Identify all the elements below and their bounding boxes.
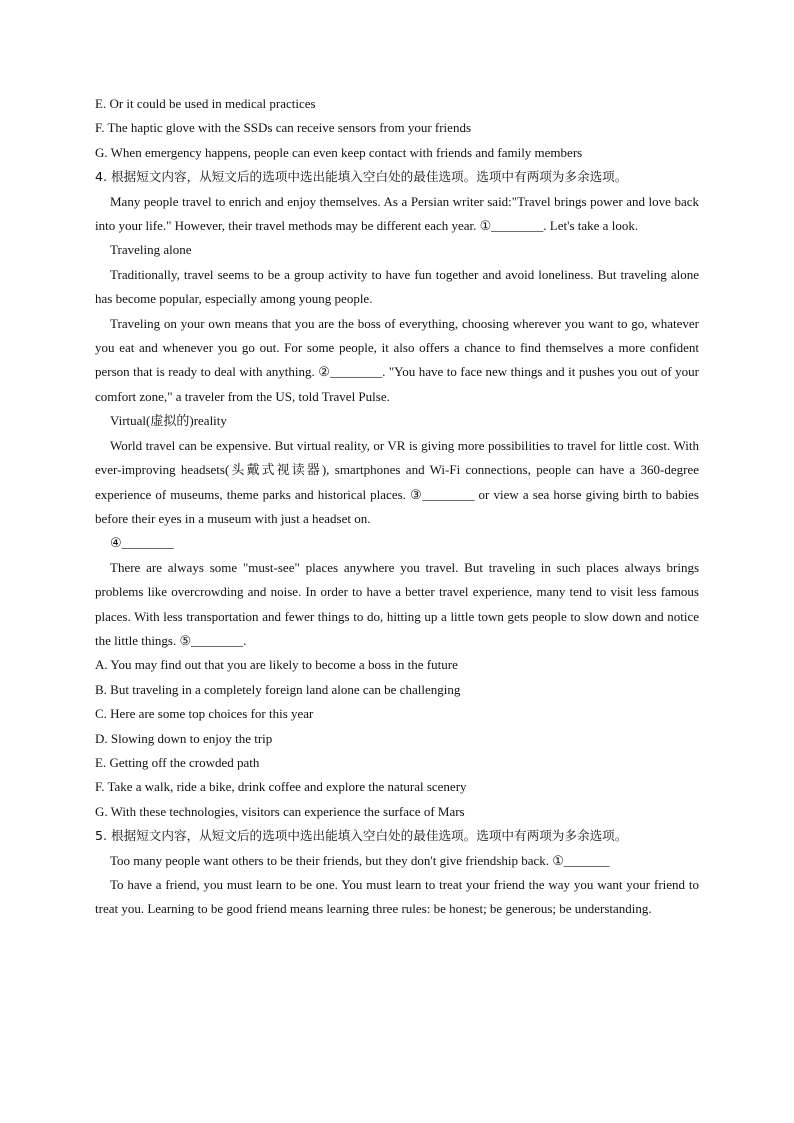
q4-paragraph-5: There are always some "must-see" places anywhere you travel. But traveling in such places always brings problems like overcrowding and noise. In order to have a better travel experience, many tend to visit less famous places. With less transportation and fewer things to do, hitting up a little town gets people to slow down and notice the little things. ⑤________. bbox=[95, 559, 699, 648]
q4-section-title-1: Traveling alone bbox=[110, 242, 192, 258]
question-5-heading: 5. 根据短文内容，从短文后的选项中选出能填入空白处的最佳选项。选项中有两项为多余选项。 bbox=[95, 828, 628, 844]
q4-section-title-2: Virtual(虚拟的)reality bbox=[110, 413, 227, 429]
q4-paragraph-4: World travel can be expensive. But virtual reality, or VR is giving more possibilities to travel for little cost. With ever-improving headsets(头戴式视读器), smartphones and Wi-Fi connections, people can have a 360-degree experience of museums, theme parks and historical places. ③________ or view a sea horse giving birth to babies before their eyes in a museum with just a headset on. bbox=[95, 437, 699, 526]
q4-option-b: B. But traveling in a completely foreign land alone can be challenging bbox=[95, 681, 461, 697]
q4-paragraph-1: Many people travel to enrich and enjoy themselves. As a Persian writer said:"Travel brings power and love back into your life." However, their travel methods may be different each year. ①________. Let's take a look. bbox=[95, 193, 699, 234]
q4-option-g: G. With these technologies, visitors can experience the surface of Mars bbox=[95, 803, 465, 819]
q4-paragraph-3: Traveling on your own means that you are the boss of everything, choosing wherever you want to go, whatever you eat and whenever you go out. For some people, it also offers a chance to find themselves a more confident person that is ready to deal with anything. ②________. "You have to face new things and it pushes you out of your comfort zone," a traveler from the US, told Travel Pulse. bbox=[95, 315, 699, 404]
q4-paragraph-2: Traditionally, travel seems to be a group activity to have fun together and avoid loneliness. But traveling alone has become popular, especially among young people. bbox=[95, 266, 699, 307]
q4-option-f: F. Take a walk, ride a bike, drink coffee and explore the natural scenery bbox=[95, 779, 467, 795]
prev-option-g: G. When emergency happens, people can even keep contact with friends and family members bbox=[95, 144, 583, 160]
q5-paragraph-2: To have a friend, you must learn to be one. You must learn to treat your friend the way you want your friend to treat you. Learning to be good friend means learning three rules: be honest; be generous; be understanding. bbox=[95, 877, 699, 917]
prev-option-e: E. Or it could be used in medical practices bbox=[95, 96, 316, 111]
q5-paragraph-1: Too many people want others to be their friends, but they don't give friendship back. ①_______ bbox=[110, 852, 610, 868]
q4-option-e: E. Getting off the crowded path bbox=[95, 754, 260, 770]
q4-option-c: C. Here are some top choices for this year bbox=[95, 706, 314, 722]
question-4-heading: 4. 根据短文内容，从短文后的选项中选出能填入空白处的最佳选项。选项中有两项为多余选项。 bbox=[95, 169, 628, 185]
q4-section-title-3: ④________ bbox=[110, 535, 174, 551]
prev-option-f: F. The haptic glove with the SSDs can receive sensors from your friends bbox=[95, 120, 471, 136]
q4-option-a: A. You may find out that you are likely to become a boss in the future bbox=[95, 657, 458, 673]
document-page bbox=[95, 92, 699, 922]
q4-option-d: D. Slowing down to enjoy the trip bbox=[95, 730, 273, 746]
